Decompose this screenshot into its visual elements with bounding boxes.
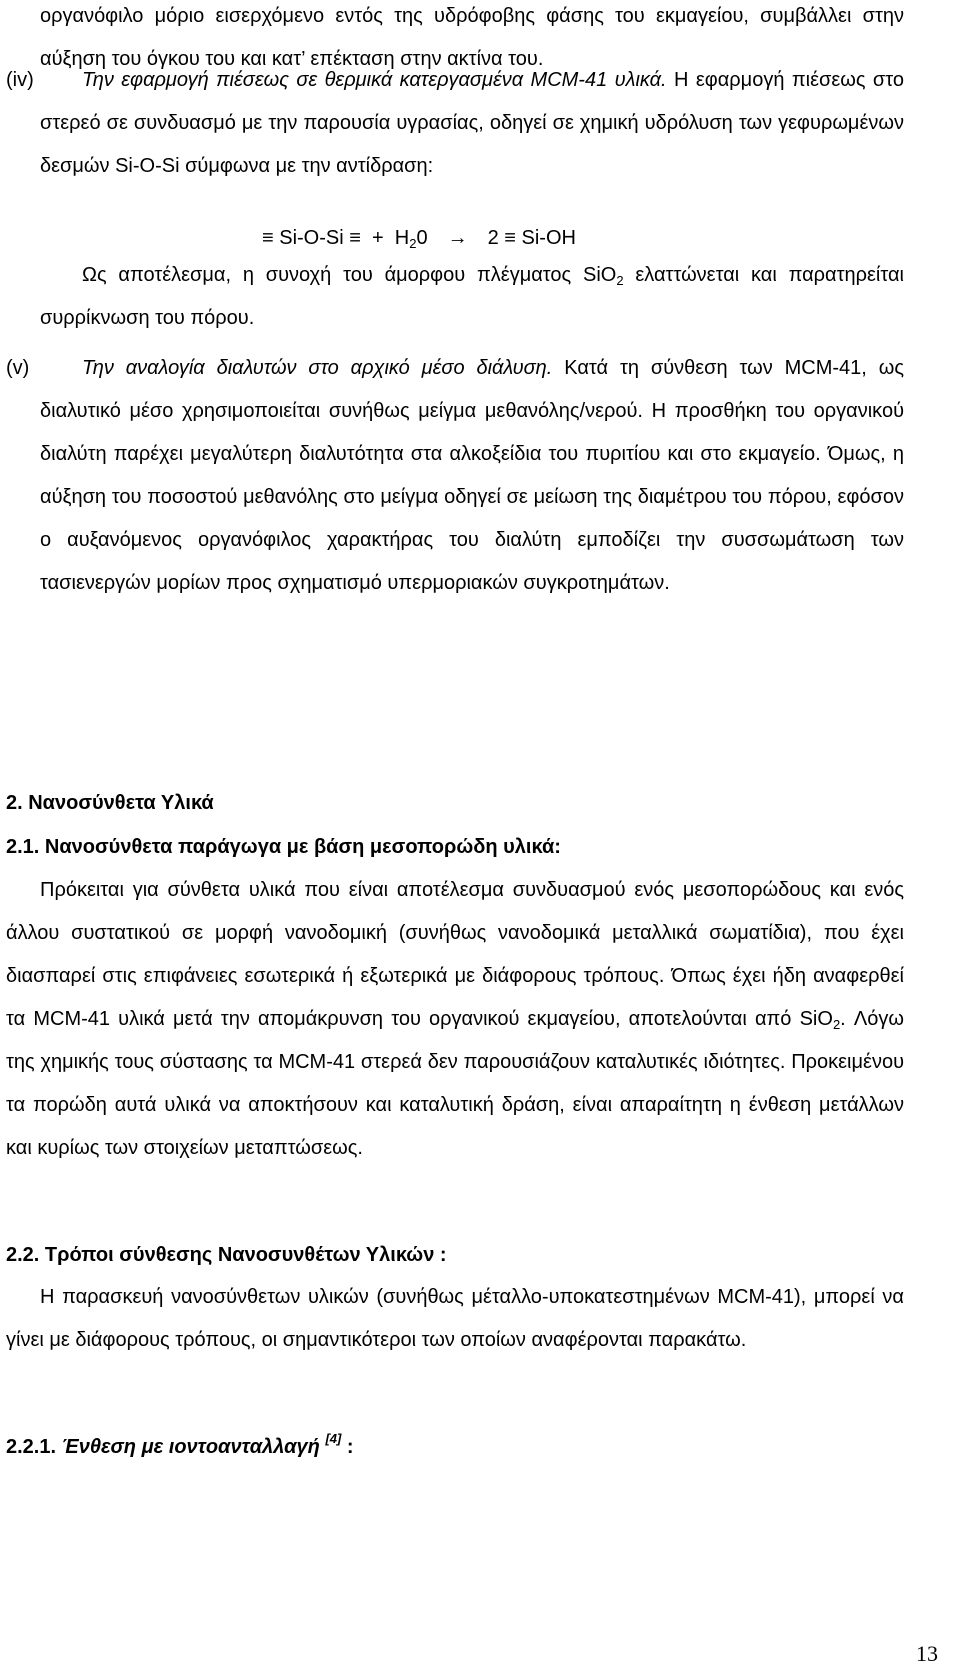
result-text-a: Ως αποτέλεσμα, η συνοχή του άμορφου πλέγματος SiO	[82, 264, 617, 286]
heading-colon: :	[341, 1436, 354, 1458]
list-item-text: Κατά τη σύνθεση των MCM-41, ως διαλυτικό μέσο χρησιμοποιείται συνήθως μείγμα μεθανόλης/νερού. Η προσθήκη του οργανικού διαλύτη παρέχει μεγαλύτερη διαλυτότητα στα αλκοξείδια του πυριτίου και στο εκμαγείο. Όμως, η αύξηση του ποσοστού μεθανόλης στο μείγμα οδηγεί σε μείωση της διαμέτρου του πόρου, εφόσον ο αυξανόμενος οργανόφιλος χαρακτήρας του διαλύτη εμποδίζει την συσσωμάτωση των τασιενεργών μορίων προς σχηματισμό υπερμοριακών συγκροτημάτων.	[40, 357, 904, 594]
heading-number: 2.2.1.	[6, 1436, 57, 1458]
list-marker-v: (v)	[6, 357, 30, 379]
paragraph-text: οργανόφιλο μόριο εισερχόμενο εντός της υδρόφοβης φάσης του εκμαγείου, συμβάλλει στην αύξηση του όγκου του και κατ’ επέκταση στην ακτίνα του.	[40, 5, 904, 70]
list-item-text: Η εφαρμογή πιέσεως στο στερεό σε συνδυασμό με την παρουσία υγρασίας, οδηγεί σε χημική υδρόλυση των γεφυρωμένων δεσμών Si-O-Si σύμφωνα με την αντίδραση:	[40, 69, 904, 177]
result-subscript: 2	[616, 273, 624, 288]
list-item-title: Την εφαρμογή πιέσεως σε θερμικά κατεργασμένα MCM-41 υλικά.	[82, 69, 667, 91]
page-number: 13	[916, 1641, 938, 1666]
section-heading-2-2: 2.2. Τρόποι σύνθεσης Νανοσυνθέτων Υλικών :	[6, 1244, 447, 1266]
equation-subscript: 2	[409, 236, 417, 251]
list-marker-iv: (iv)	[6, 69, 34, 91]
paragraph-text-a: Πρόκειται για σύνθετα υλικά που είναι αποτέλεσμα συνδυασμού ενός μεσοπορώδους και ενός άλλου συστατικού σε μορφή νανοδομική (συνήθως νανοδομικά μεταλλικά σωματίδια), που έχει διασπαρεί στις επιφάνειες εσωτερικά ή εξωτερικά με διάφορους τρόπους. Όπως έχει ήδη αναφερθεί τα MCM-41 υλικά μετά την απομάκρυνση του οργανικού εκμαγείου, αποτελούνται από SiO	[6, 879, 904, 1030]
paragraph-result	[40, 254, 904, 340]
paragraph-2-2	[6, 1276, 904, 1362]
section-heading-2-1: 2.1. Νανοσύνθετα παράγωγα με βάση μεσοπορώδη υλικά:	[6, 836, 561, 858]
reference-marker: [4]	[325, 1431, 342, 1446]
result-text-b: ελαττώνεται και παρατηρείται συρρίκνωση του πόρου.	[40, 264, 905, 329]
section-heading-2-2-1	[6, 1426, 354, 1469]
paragraph-subscript: 2	[832, 1017, 841, 1032]
reaction-arrow-icon: →	[447, 227, 468, 249]
list-item-title: Την αναλογία διαλυτών στο αρχικό μέσο διάλυση.	[82, 357, 553, 379]
paragraph-text: Η παρασκευή νανοσύνθετων υλικών (συνήθως μέταλλο-υποκατεστημένων MCM-41), μπορεί να γίνει με διάφορους τρόπους, οι σημαντικότεροι των οποίων αναφέρονται παρακάτω.	[6, 1286, 904, 1351]
list-item-v	[40, 347, 904, 605]
section-heading-2: 2. Νανοσύνθετα Υλικά	[6, 792, 214, 814]
paragraph-2-1	[6, 869, 904, 1170]
list-item-iv	[40, 59, 904, 188]
equation-reactants: ≡ Si-O-Si ≡ + H	[262, 227, 410, 249]
equation-reactant-tail: 0	[416, 227, 428, 249]
equation-products: 2 ≡ Si-OH	[487, 227, 576, 249]
heading-title: Ένθεση με ιοντοανταλλαγή	[61, 1436, 320, 1458]
paragraph-text-b: . Λόγω της χημικής τους σύστασης τα MCM-41 στερεά δεν παρουσιάζουν καταλυτικές ιδιότητες. Προκειμένου τα πορώδη αυτά υλικά να αποκτήσουν και καταλυτική δράση, είναι απαραίτητη η ένθεση μετάλλων και κυρίως των στοιχείων μεταπτώσεως.	[6, 1008, 904, 1159]
